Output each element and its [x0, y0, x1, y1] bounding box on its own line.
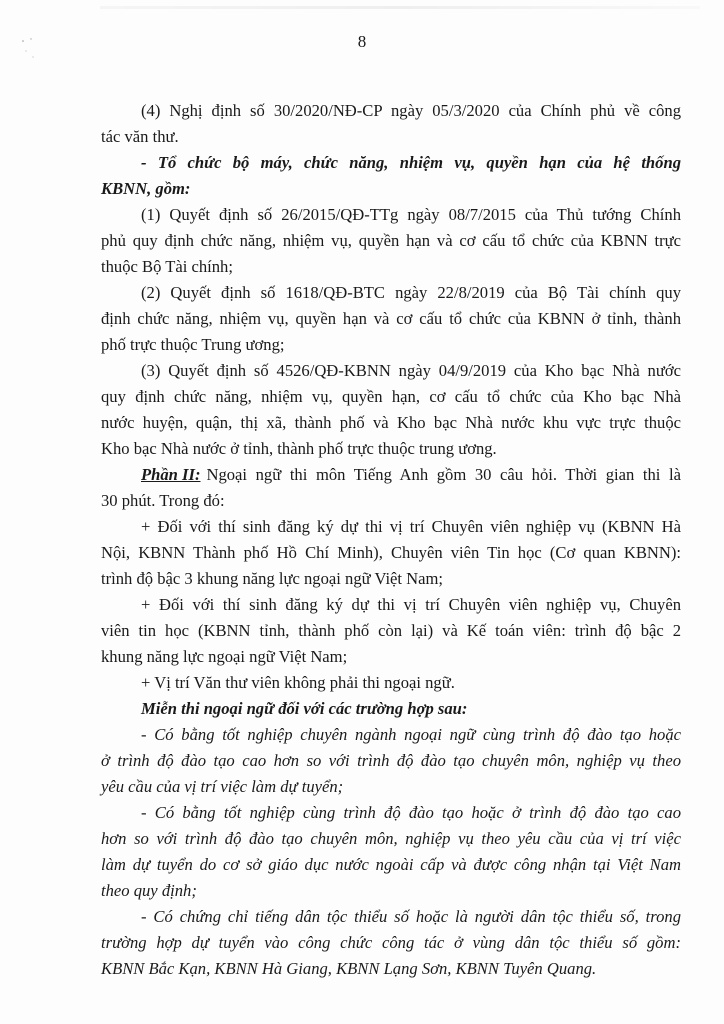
paragraph-line: định chức năng, nhiệm vụ, quyền hạn và cơ cấu tổ chức của KBNN ở tỉnh, thành [101, 309, 681, 328]
italic-line: - Có bằng tốt nghiệp cùng trình độ đào tạo hoặc ở trình độ đào tạo cao [141, 803, 681, 822]
section-heading-line: - Tổ chức bộ máy, chức năng, nhiệm vụ, quyền hạn của hệ thống [141, 153, 681, 172]
italic-line: làm dự tuyển do cơ sở giáo dục nước ngoài cấp và được công nhận tại Việt Nam [101, 855, 681, 874]
paragraph-line: + Đối với thí sinh đăng ký dự thi vị trí Chuyên viên nghiệp vụ, Chuyên [141, 595, 681, 614]
paragraph-line: + Đối với thí sinh đăng ký dự thi vị trí Chuyên viên nghiệp vụ (KBNN Hà [141, 517, 681, 536]
italic-line: theo quy định; [101, 881, 197, 900]
paragraph-line: thuộc Bộ Tài chính; [101, 257, 233, 276]
paragraph-line: quy định chức năng, nhiệm vụ, quyền hạn, cơ cấu tổ chức của Kho bạc Nhà [101, 387, 681, 406]
paragraph-line: (1) Quyết định số 26/2015/QĐ-TTg ngày 08/7/2015 của Thủ tướng Chính [141, 205, 681, 224]
page-number: 8 [357, 32, 367, 51]
paragraph-line: nước huyện, quận, thị xã, thành phố và Kho bạc Nhà nước khu vực trực thuộc [101, 413, 681, 432]
italic-line: hơn so với trình độ đào tạo chuyên môn, nghiệp vụ theo yêu cầu của vị trí việc [101, 829, 681, 848]
paragraph-line: khung năng lực ngoại ngữ Việt Nam; [101, 647, 348, 666]
paragraph-line: phố trực thuộc Trung ương; [101, 335, 285, 354]
section-heading-line: Miễn thi ngoại ngữ đối với các trường hợp sau: [141, 699, 468, 718]
paragraph-line: viên tin học (KBNN tỉnh, thành phố còn lại) và Kế toán viên: trình độ bậc 2 [101, 621, 681, 640]
section-heading-line: KBNN, gồm: [101, 179, 191, 198]
part-two-label: Phần II: [141, 465, 201, 484]
paragraph-line: trình độ bậc 3 khung năng lực ngoại ngữ Việt Nam; [101, 569, 444, 588]
italic-line: trường hợp dự tuyển vào công chức công tác ở vùng dân tộc thiểu số gồm: [101, 933, 681, 952]
paragraph-line: (2) Quyết định số 1618/QĐ-BTC ngày 22/8/2019 của Bộ Tài chính quy [141, 283, 681, 302]
part-two-text: Ngoại ngữ thi môn Tiếng Anh gồm 30 câu hỏi. Thời gian thi là [206, 465, 681, 484]
paragraph-line: (3) Quyết định số 4526/QĐ-KBNN ngày 04/9/2019 của Kho bạc Nhà nước [141, 361, 681, 380]
scan-edge-shadow [100, 6, 700, 9]
paragraph-line: Nội, KBNN Thành phố Hồ Chí Minh), Chuyên viên Tin học (Cơ quan KBNN): [101, 543, 681, 562]
italic-line: ở trình độ đào tạo cao hơn so với trình độ đào tạo chuyên môn, nghiệp vụ theo [101, 751, 681, 770]
paragraph-line: (4) Nghị định số 30/2020/NĐ-CP ngày 05/3/2020 của Chính phủ về công [141, 101, 681, 120]
paragraph-line: + Vị trí Văn thư viên không phải thi ngoại ngữ. [141, 673, 455, 692]
italic-line: - Có bằng tốt nghiệp chuyên ngành ngoại ngữ cùng trình độ đào tạo hoặc [141, 725, 681, 744]
italic-line: yêu cầu của vị trí việc làm dự tuyển; [101, 777, 344, 796]
part-two-line [141, 463, 681, 487]
paragraph-line: tác văn thư. [101, 127, 179, 146]
italic-line: - Có chứng chỉ tiếng dân tộc thiểu số hoặc là người dân tộc thiểu số, trong [141, 907, 681, 926]
paragraph-line: phủ quy định chức năng, nhiệm vụ, quyền hạn và cơ cấu tổ chức của KBNN trực [101, 231, 681, 250]
paragraph-line: Kho bạc Nhà nước ở tỉnh, thành phố trực thuộc trung ương. [101, 439, 497, 458]
italic-line: KBNN Bắc Kạn, KBNN Hà Giang, KBNN Lạng Sơn, KBNN Tuyên Quang. [101, 959, 597, 978]
paragraph-line: 30 phút. Trong đó: [101, 491, 225, 510]
